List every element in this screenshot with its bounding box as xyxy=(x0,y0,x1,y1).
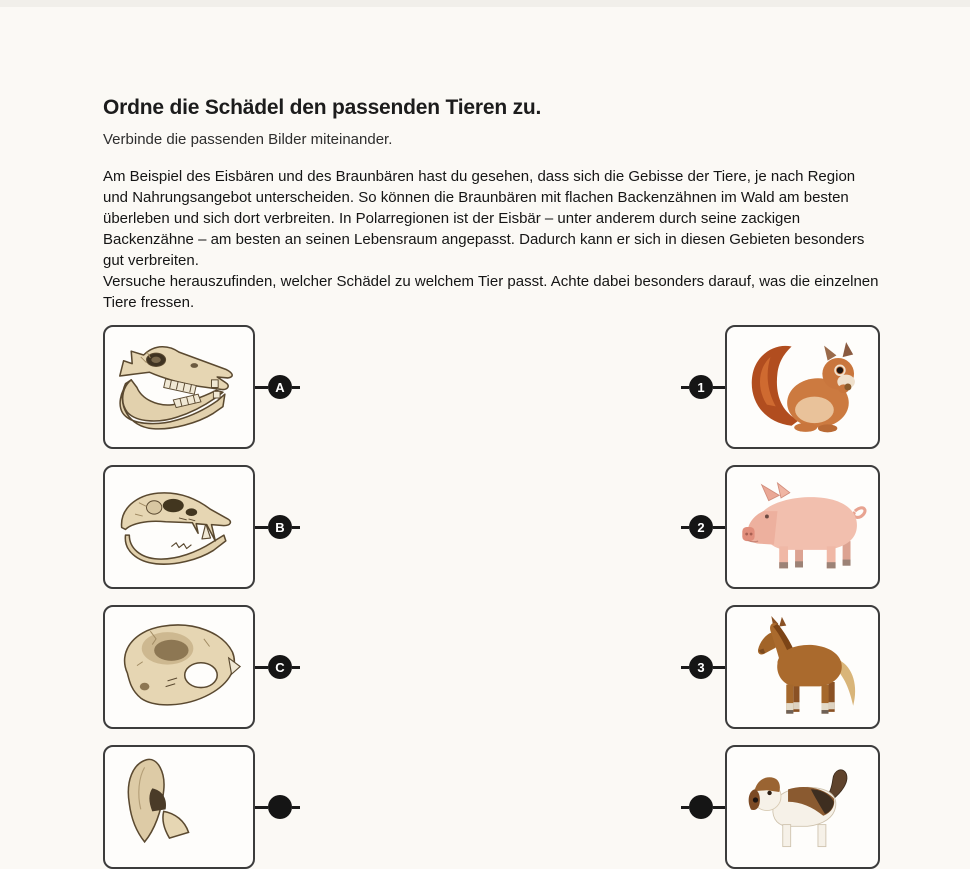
pig-image xyxy=(737,474,869,580)
skull-card-c[interactable] xyxy=(103,605,255,729)
connector-line xyxy=(255,806,268,809)
connector-left-a xyxy=(255,375,300,399)
connector-line xyxy=(713,666,725,669)
connector-line xyxy=(713,386,725,389)
rodent-skull-image xyxy=(112,614,246,721)
connector-line xyxy=(255,526,268,529)
badge-d[interactable] xyxy=(268,795,292,819)
badge-3[interactable]: 3 xyxy=(689,655,713,679)
connector-right-3 xyxy=(681,655,725,679)
predator-skull-image xyxy=(112,474,246,581)
skull-card-a[interactable] xyxy=(103,325,255,449)
animal-card-4[interactable] xyxy=(725,745,880,869)
intro-paragraph: Am Beispiel des Eisbären und des Braunbären hast du gesehen, dass sich die Gebisse der Tiere, je nach Region und Nahrungsangebot unterscheiden. So können die Braunbären mit flachen Backenzähnen im Wald am besten überleben und sich dort verbreiten. In Polarregionen ist der Eisbär – unter anderem durch seine zackigen Backenzähne – am besten an seinen Lebensraum angepasst. Dadurch kann er sich in diesen Gebieten besonders gut verbreiten. xyxy=(103,168,865,269)
connector-line xyxy=(292,526,300,529)
animal-card-1[interactable] xyxy=(725,325,880,449)
exercise-page xyxy=(0,7,970,869)
connector-right-1 xyxy=(681,375,725,399)
match-row-4 xyxy=(103,745,880,869)
badge-1[interactable]: 1 xyxy=(689,375,713,399)
connector-line xyxy=(681,386,689,389)
connector-right-2 xyxy=(681,515,725,539)
connector-left-d xyxy=(255,795,300,819)
connector-line xyxy=(255,666,268,669)
badge-2[interactable]: 2 xyxy=(689,515,713,539)
top-strip xyxy=(0,0,970,7)
connector-line xyxy=(255,386,268,389)
connector-right-4 xyxy=(681,795,725,819)
match-row-3 xyxy=(103,605,880,729)
connector-line xyxy=(681,666,689,669)
match-row-1 xyxy=(103,325,880,449)
horse-image xyxy=(737,614,869,720)
connector-line xyxy=(292,806,300,809)
horse-skull-image xyxy=(112,334,246,441)
connector-line xyxy=(713,526,725,529)
connector-left-c xyxy=(255,655,300,679)
animal-card-3[interactable] xyxy=(725,605,880,729)
badge-4[interactable] xyxy=(689,795,713,819)
dog-image xyxy=(737,763,869,851)
connector-left-b xyxy=(255,515,300,539)
animal-card-2[interactable] xyxy=(725,465,880,589)
subtitle: Verbinde die passenden Bilder miteinander. xyxy=(103,131,393,148)
match-row-2 xyxy=(103,465,880,589)
badge-a[interactable]: A xyxy=(268,375,292,399)
badge-b[interactable]: B xyxy=(268,515,292,539)
matching-exercise xyxy=(103,325,880,869)
connector-line xyxy=(681,526,689,529)
squirrel-image xyxy=(737,334,869,440)
connector-line xyxy=(713,806,725,809)
partial-skull-image xyxy=(112,754,246,861)
skull-card-d[interactable] xyxy=(103,745,255,869)
connector-line xyxy=(292,386,300,389)
connector-line xyxy=(292,666,300,669)
badge-c[interactable]: C xyxy=(268,655,292,679)
task-paragraph: Versuche herauszufinden, welcher Schädel zu welchem Tier passt. Achte dabei besonders darauf, was die einzelnen Tiere fressen. xyxy=(103,273,879,311)
page-title: Ordne die Schädel den passenden Tieren zu. xyxy=(103,96,542,119)
connector-line xyxy=(681,806,689,809)
skull-card-b[interactable] xyxy=(103,465,255,589)
